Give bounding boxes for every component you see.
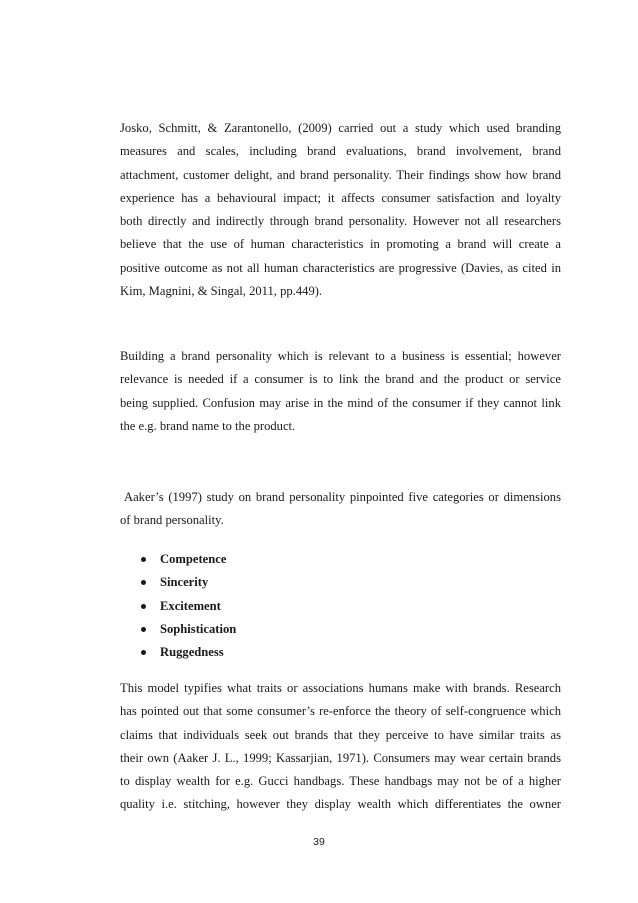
paragraph-self-congruence <box>120 677 561 817</box>
page-number: 39 <box>313 836 325 848</box>
text-line: Josko, Schmitt, & Zarantonello, (2009) carried out a study which used branding <box>120 121 561 135</box>
list-item <box>140 618 236 641</box>
text-line: measures and scales, including brand evaluations, brand involvement, brand <box>120 144 561 159</box>
list-item <box>140 571 236 594</box>
text-line: being supplied. Confusion may arise in the mind of the consumer if they cannot link <box>120 395 561 410</box>
text-line: claims that individuals seek out brands that they perceive to have similar traits as <box>120 727 561 742</box>
paragraph-aaker-study <box>120 486 561 533</box>
list-item <box>140 641 236 664</box>
text-line: Kim, Magnini, & Singal, 2011, pp.449). <box>120 284 323 299</box>
bullet-icon <box>141 627 146 632</box>
text-line: believe that the use of human characteristics in promoting a brand will create a <box>120 237 561 252</box>
text-line: This model typifies what traits or associations humans make with brands. Research <box>120 681 561 695</box>
text-line: quality i.e. stitching, however they display wealth which differentiates the owner <box>120 797 561 812</box>
text-line: experience has a behavioural impact; it affects consumer satisfaction and loyalty <box>120 190 561 205</box>
text-line: attachment, customer delight, and brand personality. Their findings show how brand <box>120 167 561 182</box>
paragraph-brand-relevance <box>120 345 561 438</box>
bullet-icon <box>141 557 146 562</box>
list-item <box>140 595 236 618</box>
dimension-label: Sincerity <box>160 575 209 590</box>
bullet-icon <box>141 604 146 609</box>
text-line: both directly and indirectly through brand personality. However not all researchers <box>120 214 561 229</box>
text-line: to display wealth for e.g. Gucci handbags. These handbags may not be of a higher <box>120 774 561 789</box>
dimension-label: Excitement <box>160 598 221 613</box>
text-line: relevance is needed if a consumer is to link the brand and the product or service <box>120 372 561 387</box>
text-line: Aaker’s (1997) study on brand personality pinpointed five categories or dimensions <box>120 490 561 504</box>
dimension-label: Sophistication <box>160 621 237 636</box>
bullet-icon <box>141 580 146 585</box>
text-line: their own (Aaker J. L., 1999; Kassarjian, 1971). Consumers may wear certain brands <box>120 750 561 765</box>
text-line: has pointed out that some consumer’s re-enforce the theory of self-congruence which <box>120 704 561 719</box>
list-item <box>140 548 236 571</box>
paragraph-brand-experience <box>120 117 561 303</box>
dimension-label: Competence <box>160 552 227 566</box>
text-line: Building a brand personality which is relevant to a business is essential; however <box>120 349 561 363</box>
personality-dimensions-list <box>140 548 236 664</box>
text-line: the e.g. brand name to the product. <box>120 418 296 433</box>
text-line: positive outcome as not all human characteristics are progressive (Davies, as cited in <box>120 260 561 275</box>
bullet-icon <box>141 650 146 655</box>
dimension-label: Ruggedness <box>160 645 224 660</box>
text-line: of brand personality. <box>120 513 224 528</box>
